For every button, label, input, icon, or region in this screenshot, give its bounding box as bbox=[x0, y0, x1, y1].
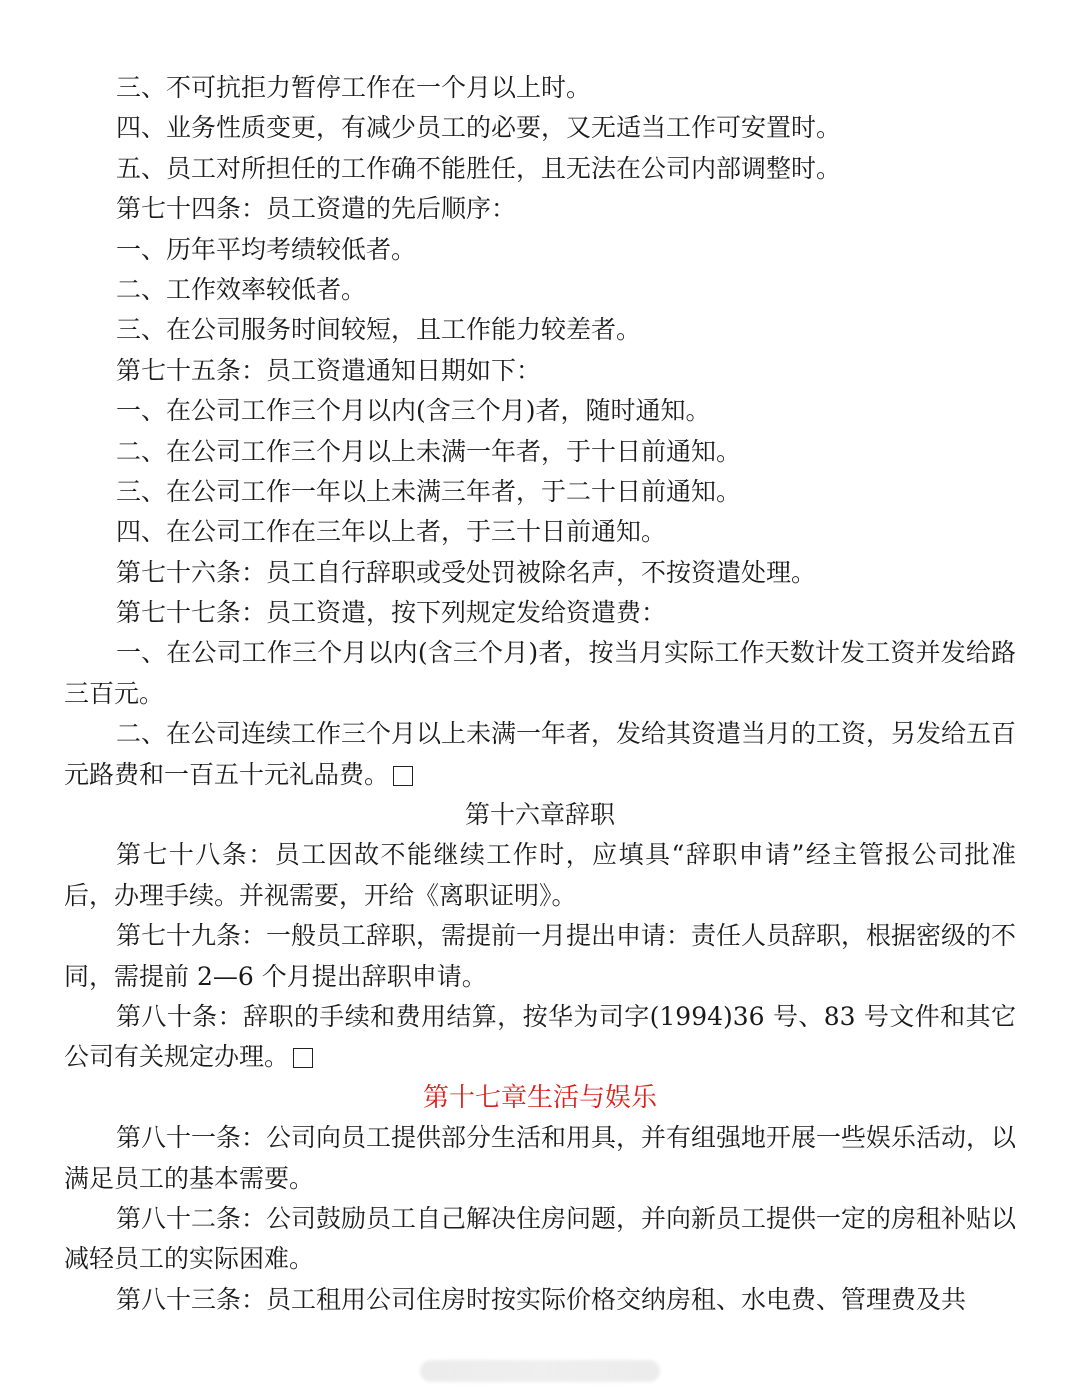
checkbox-icon bbox=[293, 1048, 313, 1068]
text-line: 三、在公司服务时间较短，且工作能力较差者。 bbox=[116, 315, 642, 345]
text-line: 二、在公司工作三个月以上未满一年者，于十日前通知。 bbox=[116, 436, 742, 466]
article-77-item-2 bbox=[64, 714, 1016, 795]
text-line: 四、业务性质变更，有减少员工的必要，又无适当工作可安置时。 bbox=[116, 113, 842, 143]
article-81: 第八十一条：公司向员工提供部分生活和用具，并有组强地开展一些娱乐活动，以满足员工的基本需要。 bbox=[64, 1123, 1016, 1193]
article-79: 第七十九条：一般员工辞职，需提前一月提出申请：责任人员辞职，根据密级的不同，需提前 2—6 个月提出辞职申请。 bbox=[64, 921, 1016, 991]
text-line: 一、历年平均考绩较低者。 bbox=[116, 234, 417, 264]
text-line: 三、不可抗拒力暂停工作在一个月以上时。 bbox=[116, 73, 592, 102]
watermark bbox=[420, 1360, 660, 1382]
text-line: 二、工作效率较低者。 bbox=[116, 274, 367, 304]
article-77-item-2-text: 二、在公司连续工作三个月以上未满一年者，发给其资遣当月的工资，另发给五百元路费和一百五十元礼品费。 bbox=[64, 719, 1016, 789]
article-80 bbox=[64, 997, 1016, 1078]
text-line: 一、在公司工作三个月以内(含三个月)者，随时通知。 bbox=[116, 396, 711, 426]
article-83: 第八十三条：员工租用公司住房时按实际价格交纳房租、水电费、管理费及共 bbox=[116, 1284, 967, 1314]
article-77-item-1: 一、在公司工作三个月以内(含三个月)者，按当月实际工作天数计发工资并发给路三百元。 bbox=[64, 638, 1016, 708]
article-74-heading: 第七十四条：员工资遣的先后顺序： bbox=[116, 194, 517, 224]
text-line: 五、员工对所担任的工作确不能胜任，且无法在公司内部调整时。 bbox=[116, 153, 842, 183]
article-78: 第七十八条：员工因故不能继续工作时，应填具“辞职申请”经主管报公司批准后，办理手续。并视需要，开给《离职证明》。 bbox=[64, 840, 1016, 910]
document-page bbox=[64, 68, 1016, 1320]
article-80-text: 第八十条：辞职的手续和费用结算，按华为司字(1994)36 号、83 号文件和其它公司有关规定办理。 bbox=[64, 1002, 1016, 1072]
checkbox-icon bbox=[393, 766, 413, 786]
text-line: 四、在公司工作在三年以上者，于三十日前通知。 bbox=[116, 517, 667, 547]
text-line: 三、在公司工作一年以上未满三年者，于二十日前通知。 bbox=[116, 476, 742, 506]
chapter-16-title: 第十六章辞职 bbox=[464, 800, 615, 830]
article-76: 第七十六条：员工自行辞职或受处罚被除名声，不按资遣处理。 bbox=[116, 557, 817, 587]
article-77-heading: 第七十七条：员工资遣，按下列规定发给资遣费： bbox=[116, 598, 667, 628]
article-75-heading: 第七十五条：员工资遣通知日期如下： bbox=[116, 355, 542, 385]
chapter-17-title: 第十七章生活与娱乐 bbox=[422, 1082, 657, 1113]
article-82: 第八十二条：公司鼓励员工自己解决住房问题，并向新员工提供一定的房租补贴以减轻员工的实际困难。 bbox=[64, 1204, 1016, 1274]
